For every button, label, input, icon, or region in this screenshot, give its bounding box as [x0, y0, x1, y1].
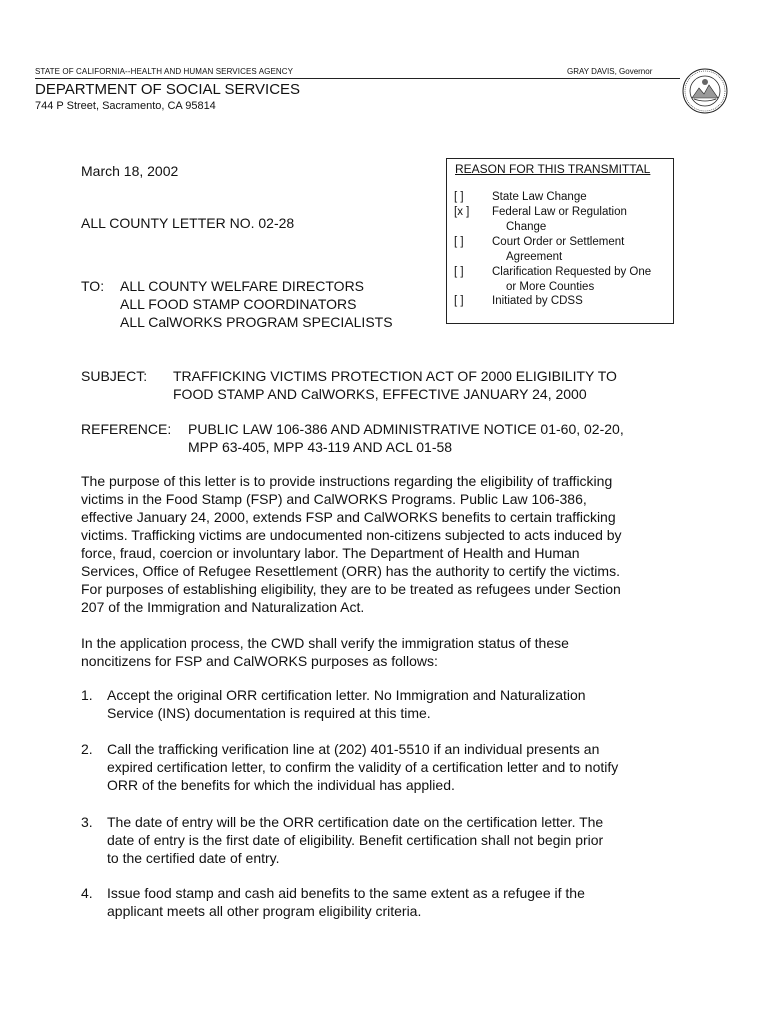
transmittal-title: REASON FOR THIS TRANSMITTAL: [455, 162, 651, 176]
paragraph-line: In the application process, the CWD shall verify the immigration status of these: [81, 635, 569, 651]
reference-text: [188, 420, 688, 456]
subject-text: [173, 367, 693, 403]
transmittal-label: Court Order or Settlement: [492, 236, 625, 248]
list-line: The date of entry will be the ORR certification date on the certification letter. The: [107, 814, 604, 830]
subject-label: SUBJECT:: [81, 368, 148, 384]
recipient: ALL CalWORKS PROGRAM SPECIALISTS: [120, 314, 393, 330]
paragraph-line: The purpose of this letter is to provide instructions regarding the eligibility of trafficking: [81, 473, 613, 489]
agency-name: STATE OF CALIFORNIA--HEALTH AND HUMAN SERVICES AGENCY: [35, 67, 294, 76]
department-address: 744 P Street, Sacramento, CA 95814: [35, 100, 216, 112]
reference-label: REFERENCE:: [81, 421, 172, 437]
list-line: ORR of the benefits for which the individual has applied.: [107, 777, 455, 793]
paragraph-line: victims. Trafficking victims are undocumented non-citizens subjected to acts induced by: [81, 527, 622, 543]
transmittal-label: Clarification Requested by One: [492, 266, 652, 278]
paragraph-line: For purposes of establishing eligibility, they are to be treated as refugees under Section: [81, 581, 621, 597]
checkbox-checked: [x ]: [454, 206, 470, 218]
subject-line: FOOD STAMP AND CalWORKS, EFFECTIVE JANUARY 24, 2000: [173, 386, 587, 402]
transmittal-label: Federal Law or Regulation: [492, 206, 627, 218]
paragraph-line: Services, Office of Refugee Resettlement (ORR) has the authority to certify the victims.: [81, 563, 620, 579]
recipient: ALL FOOD STAMP COORDINATORS: [120, 296, 357, 312]
transmittal-label-cont: or More Counties: [506, 281, 595, 293]
governor-name: GRAY DAVIS, Governor: [567, 67, 653, 76]
reference-line: PUBLIC LAW 106-386 AND ADMINISTRATIVE NOTICE 01-60, 02-20,: [188, 421, 624, 437]
list-line: Issue food stamp and cash aid benefits to the same extent as a refugee if the: [107, 885, 585, 901]
list-number: 2.: [81, 741, 93, 757]
list-line: to the certified date of entry.: [107, 850, 280, 866]
checkbox: [ ]: [454, 191, 464, 203]
application-paragraph: [81, 634, 681, 670]
checkbox: [ ]: [454, 236, 464, 248]
list-number: 1.: [81, 687, 93, 703]
letterhead-rule: [35, 78, 680, 79]
paragraph-line: force, fraud, coercion or involuntary labor. The Department of Health and Human: [81, 545, 580, 561]
paragraph-line: 207 of the Immigration and Naturalization Act.: [81, 599, 365, 615]
reference-line: MPP 63-405, MPP 43-119 AND ACL 01-58: [188, 439, 453, 455]
transmittal-label: Initiated by CDSS: [492, 295, 583, 307]
transmittal-box: [446, 158, 674, 324]
paragraph-line: noncitizens for FSP and CalWORKS purposes as follows:: [81, 653, 438, 669]
recipient: ALL COUNTY WELFARE DIRECTORS: [120, 278, 365, 294]
list-line: applicant meets all other program eligibility criteria.: [107, 903, 422, 919]
list-line: Call the trafficking verification line at (202) 401-5510 if an individual presents an: [107, 741, 600, 757]
list-number: 3.: [81, 814, 93, 830]
transmittal-label: State Law Change: [492, 191, 587, 203]
transmittal-label-cont: Change: [506, 221, 547, 233]
recipient-list: [120, 277, 393, 331]
list-line: expired certification letter, to confirm the validity of a certification letter and to notify: [107, 759, 619, 775]
department-name: DEPARTMENT OF SOCIAL SERVICES: [35, 81, 301, 98]
list-line: Service (INS) documentation is required at this time.: [107, 705, 431, 721]
list-line: date of entry is the first date of eligibility. Benefit certification shall not begin prior: [107, 832, 604, 848]
letter-date: March 18, 2002: [81, 163, 179, 179]
paragraph-line: effective January 24, 2000, extends FSP and CalWORKS benefits to certain trafficking: [81, 509, 616, 525]
paragraph-line: victims in the Food Stamp (FSP) and CalWORKS Programs. Public Law 106-386,: [81, 491, 587, 507]
letter-number: ALL COUNTY LETTER NO. 02-28: [81, 215, 295, 231]
to-label: TO:: [81, 278, 105, 294]
checkbox: [ ]: [454, 266, 464, 278]
subject-line: TRAFFICKING VICTIMS PROTECTION ACT OF 2000 ELIGIBILITY TO: [173, 368, 617, 384]
list-number: 4.: [81, 885, 93, 901]
list-line: Accept the original ORR certification letter. No Immigration and Naturalization: [107, 687, 586, 703]
purpose-paragraph: [81, 472, 681, 616]
checkbox: [ ]: [454, 295, 464, 307]
transmittal-label-cont: Agreement: [506, 251, 563, 263]
state-seal-icon: [682, 68, 728, 114]
